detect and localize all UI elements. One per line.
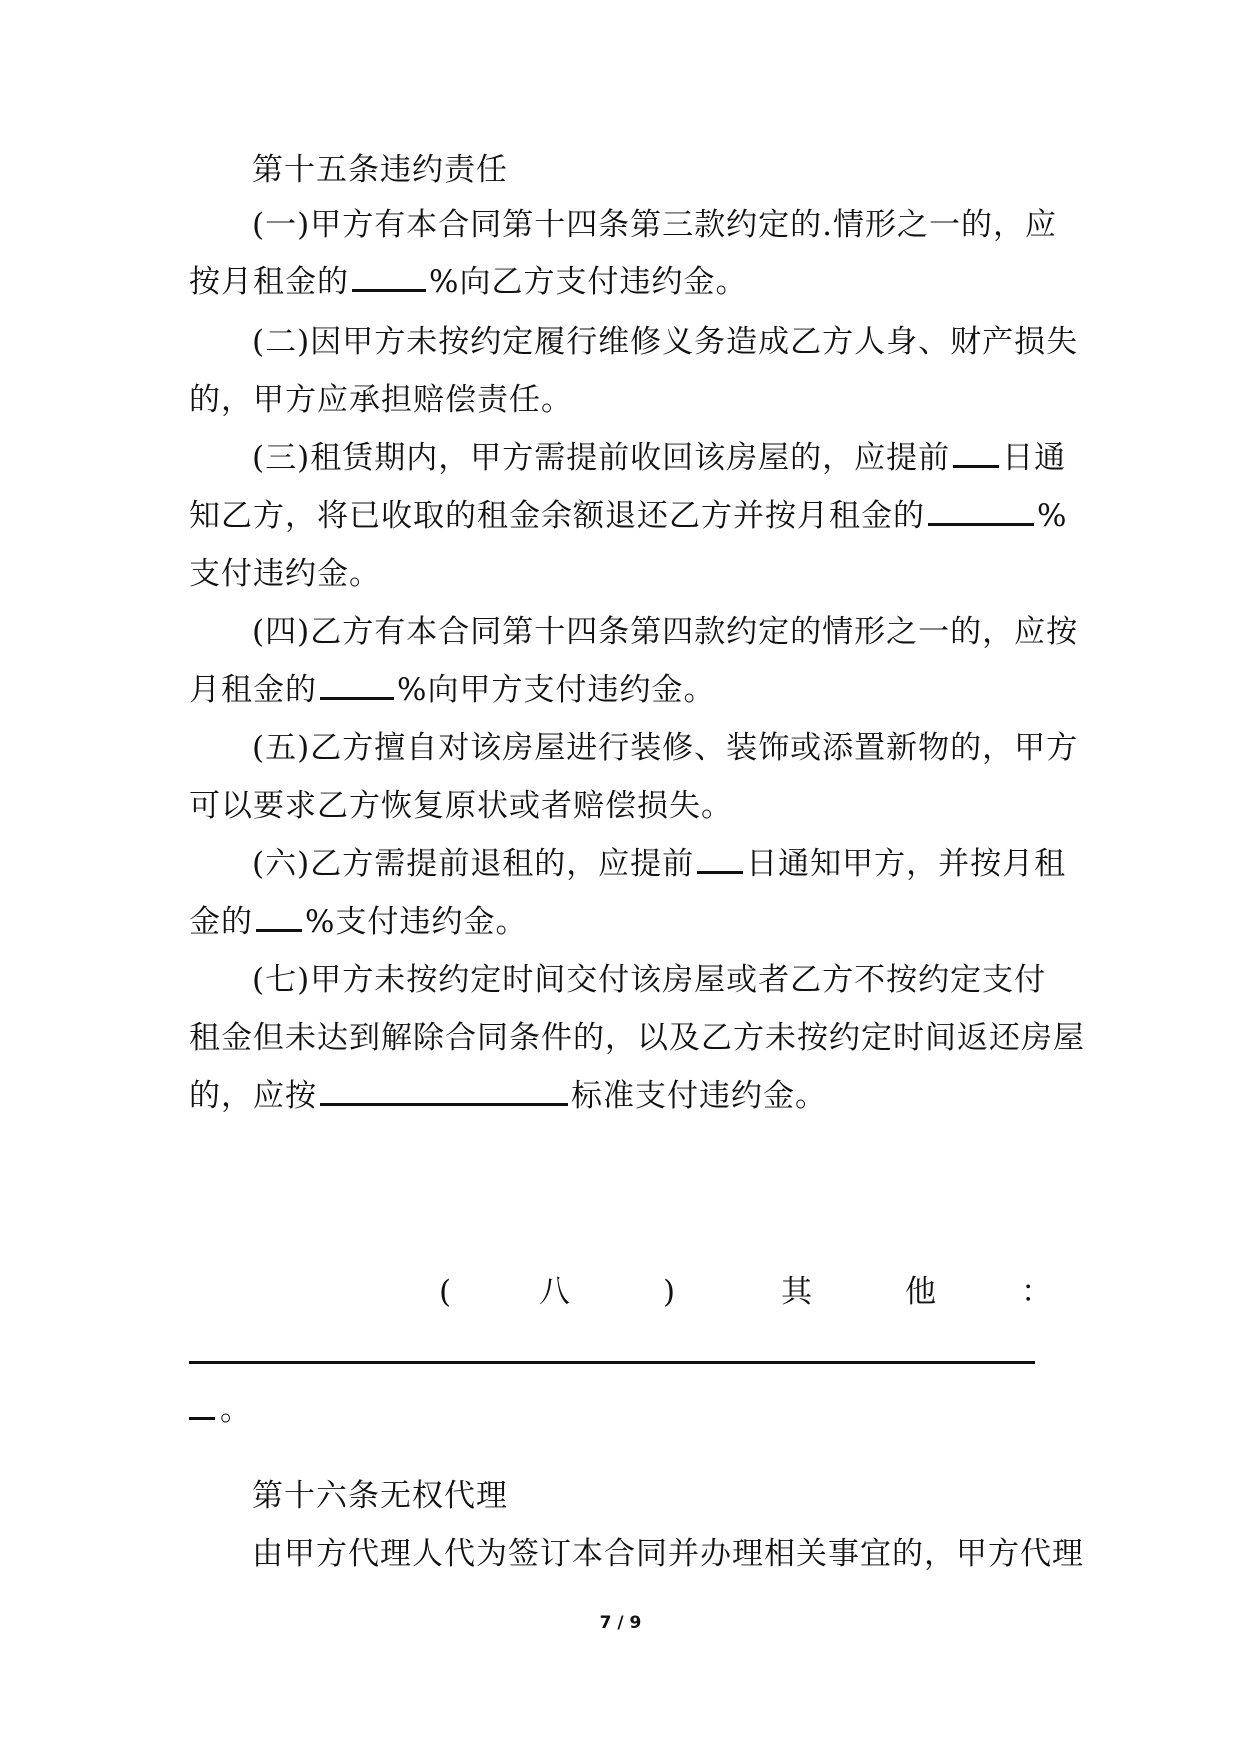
clause-7-standard-blank (320, 1077, 568, 1106)
clause-8-blank-line-2 (189, 1417, 215, 1420)
clause-7-text-b: 标准支付违约金。 (571, 1078, 827, 1114)
clause-2-line-1: (二)因甲方未按约定履行维修义务造成乙方人身、财产损失 (252, 324, 1079, 360)
article-16-title: 第十六条无权代理 (252, 1478, 508, 1514)
clause-5-line-2: 可以要求乙方恢复原状或者赔偿损失。 (189, 788, 733, 824)
clause-3-line-2 (189, 496, 1068, 536)
clause-8-number: 八 (539, 1274, 570, 1310)
article-16-line-1: 由甲方代理人代为签订本合同并办理相关事宜的，甲方代理 (252, 1536, 1084, 1572)
clause-6-text-d: %支付违约金。 (305, 904, 528, 940)
clause-4-percent-blank (320, 671, 394, 700)
clause-3-text-d: % (1037, 498, 1068, 534)
page-number: 7 / 9 (599, 1613, 642, 1633)
clause-3-percent-blank (928, 497, 1034, 526)
clause-7-line-3 (189, 1076, 1049, 1116)
clause-6-percent-blank (256, 903, 302, 932)
clause-8-blank-line-1 (189, 1361, 1035, 1364)
clause-4-text-a: 月租金的 (189, 672, 317, 708)
clause-7-text-a: 的，应按 (189, 1078, 317, 1114)
clause-3-text-b: 日通 (1002, 440, 1067, 476)
article-15-title: 第十五条违约责任 (252, 152, 508, 188)
clause-6-days-blank (697, 845, 743, 874)
clause-8-close-paren: ) (663, 1274, 676, 1310)
clause-8-open-paren: ( (439, 1274, 452, 1310)
clause-2-line-2: 的，甲方应承担赔偿责任。 (189, 382, 573, 418)
clause-1-line-1: (一)甲方有本合同第十四条第三款约定的.情形之一的，应 (252, 207, 1058, 243)
clause-1-percent-blank (352, 263, 426, 292)
clause-8-word-2: 他 (905, 1274, 936, 1310)
clause-1-text-b: %向乙方支付违约金。 (429, 264, 748, 300)
clause-1-text-a: 按月租金的 (189, 264, 349, 300)
clause-3-days-blank (953, 439, 999, 468)
clause-6-text-c: 金的 (189, 904, 253, 940)
clause-4-text-b: %向甲方支付违约金。 (397, 672, 716, 708)
clause-6-text-b: 日通知甲方，并按月租 (746, 846, 1067, 882)
clause-8-word-1: 其 (781, 1274, 812, 1310)
clause-8-heading (189, 1272, 1052, 1312)
clause-4-line-2 (189, 670, 1049, 710)
clause-3-text-a: (三)租赁期内，甲方需提前收回该房屋的，应提前 (252, 440, 951, 476)
clause-4-line-1: (四)乙方有本合同第十四条第四款约定的情形之一的，应按 (252, 614, 1079, 650)
clause-5-line-1: (五)乙方擅自对该房屋进行装修、装饰或添置新物的，甲方 (252, 730, 1079, 766)
clause-1-line-2 (189, 262, 1049, 302)
clause-6-line-1 (252, 844, 1067, 884)
clause-3-line-1 (252, 438, 1067, 478)
clause-7-line-2: 租金但未达到解除合同条件的，以及乙方未按约定时间返还房屋 (189, 1020, 1085, 1056)
clause-3-line-3: 支付违约金。 (189, 556, 381, 592)
clause-8-colon: ： (1021, 1274, 1052, 1310)
clause-7-line-1: (七)甲方未按约定时间交付该房屋或者乙方不按约定支付 (252, 962, 1047, 998)
clause-6-line-2 (189, 902, 1049, 942)
clause-8-end-mark: 。 (220, 1392, 252, 1428)
clause-6-text-a: (六)乙方需提前退租的，应提前 (252, 846, 695, 882)
clause-3-text-c: 知乙方，将已收取的租金余额退还乙方并按月租金的 (189, 498, 925, 534)
